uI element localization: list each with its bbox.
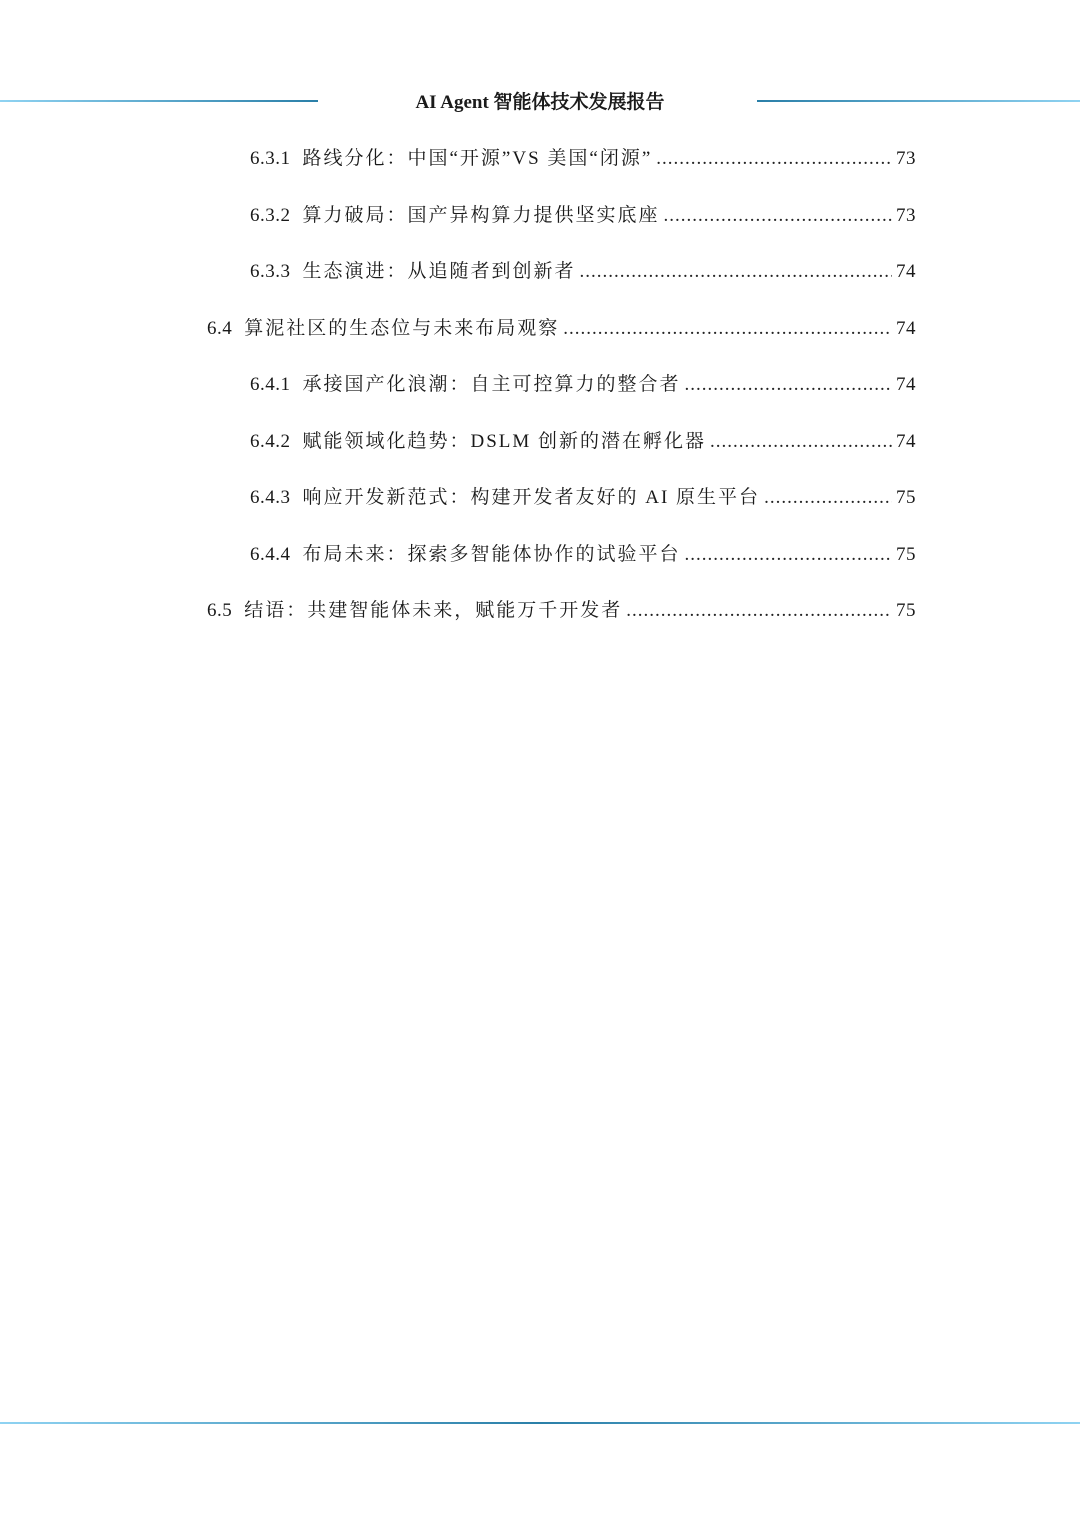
toc-entry-title: 算泥社区的生态位与未来布局观察 xyxy=(244,317,560,339)
toc-entry-title: 路线分化：中国“开源”VS 美国“闭源” xyxy=(302,148,653,169)
toc-entry-page: 75 xyxy=(896,487,916,508)
toc-leader-dots xyxy=(656,141,892,177)
toc-entry-number: 6.3.3 xyxy=(250,261,291,282)
toc-entry[interactable] xyxy=(250,424,916,460)
toc-entry-number: 6.3.2 xyxy=(250,204,291,226)
toc-entry-title: 赋能领域化趋势：DSLM 创新的潜在孵化器 xyxy=(302,430,707,452)
toc-entry-number: 6.4.4 xyxy=(250,543,291,565)
toc-leader-dots xyxy=(563,311,892,347)
toc-entry-page: 75 xyxy=(896,543,916,565)
toc-leader-dots xyxy=(580,254,892,290)
toc-entry[interactable] xyxy=(207,593,916,629)
toc-entry-title: 布局未来：探索多智能体协作的试验平台 xyxy=(302,543,681,565)
toc-entry-number: 6.4 xyxy=(207,317,233,339)
toc-entry-number: 6.4.2 xyxy=(250,430,291,452)
toc-entry[interactable] xyxy=(207,311,916,347)
toc-entry[interactable] xyxy=(250,254,916,290)
toc-entry-number: 6.4.1 xyxy=(250,374,291,395)
toc-leader-dots xyxy=(710,424,892,460)
toc-leader-dots xyxy=(626,593,892,629)
toc-entry-page: 74 xyxy=(896,374,916,395)
toc-entry-title: 承接国产化浪潮：自主可控算力的整合者 xyxy=(302,374,681,395)
toc-entry-page: 73 xyxy=(896,148,916,169)
toc-entry-page: 75 xyxy=(896,600,916,621)
toc-entry-title: 生态演进：从追随者到创新者 xyxy=(302,261,576,282)
toc-entry-title: 算力破局：国产异构算力提供坚实底座 xyxy=(302,204,660,226)
toc-entry[interactable] xyxy=(250,198,916,234)
toc-leader-dots xyxy=(685,537,892,573)
toc-entry-page: 74 xyxy=(896,261,916,282)
toc-entry-number: 6.3.1 xyxy=(250,148,291,169)
toc-entry-page: 74 xyxy=(896,317,916,339)
toc-entry-title: 响应开发新范式：构建开发者友好的 AI 原生平台 xyxy=(302,487,761,508)
toc-entry[interactable] xyxy=(250,367,916,403)
page-header-title: AI Agent 智能体技术发展报告 xyxy=(415,92,665,113)
toc-leader-dots xyxy=(685,367,892,403)
toc-entry-number: 6.5 xyxy=(207,600,233,621)
toc-leader-dots xyxy=(664,198,892,234)
toc-leader-dots xyxy=(764,480,892,516)
toc-entry-number: 6.4.3 xyxy=(250,487,291,508)
toc-entry[interactable] xyxy=(250,480,916,516)
footer-rule xyxy=(0,1422,1080,1424)
toc-entry[interactable] xyxy=(250,141,916,177)
toc-entry[interactable] xyxy=(250,537,916,573)
toc-entry-page: 73 xyxy=(896,204,916,226)
toc-entry-page: 74 xyxy=(896,430,916,452)
toc-entry-title: 结语：共建智能体未来，赋能万千开发者 xyxy=(244,600,623,621)
